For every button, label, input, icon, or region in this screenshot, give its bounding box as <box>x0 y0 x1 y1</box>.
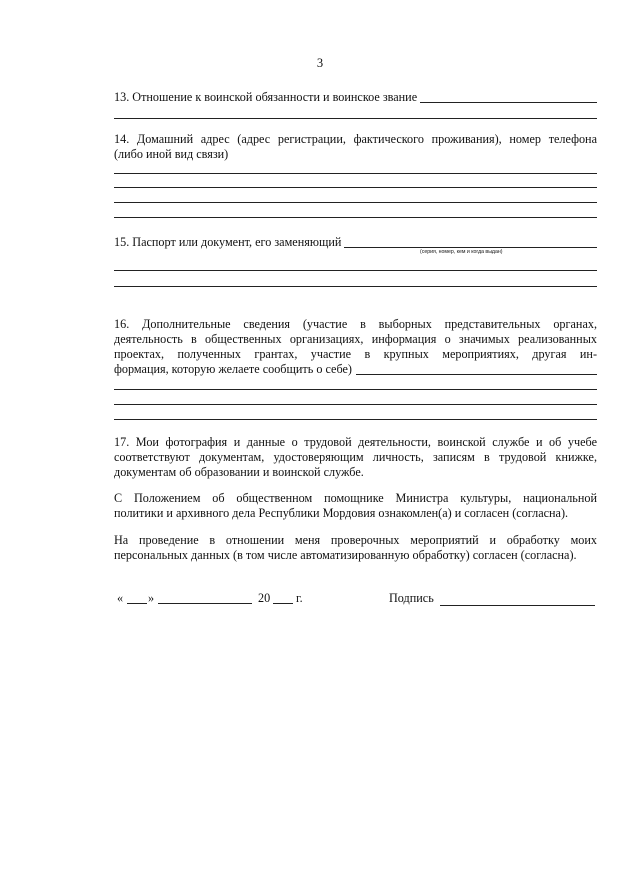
date-year-field[interactable] <box>273 603 293 604</box>
home-address-label-line-2: (либо иной вид связи) <box>114 147 229 161</box>
home-address-field-line-3[interactable] <box>114 202 597 203</box>
page-number: 3 <box>316 56 324 70</box>
item17-line-1: 17. Мои фотография и данные о трудовой деятельности, воинской службе и об учебе <box>114 435 597 449</box>
passport-field-line-3[interactable] <box>114 286 597 287</box>
additional-info-label-line-1: 16. Дополнительные сведения (участие в выборных представительных органах, <box>114 317 597 331</box>
date-quote-open: « <box>117 591 124 605</box>
additional-info-label-line-2: деятельность в общественных организациях, информация о значимых реализованных <box>114 332 597 346</box>
acknowledgement-line-1: С Положением об общественном помощнике Министра культуры, национальной <box>114 491 597 505</box>
consent-line-1: На проведение в отношении меня проверочных мероприятий и обработку моих <box>114 533 597 547</box>
additional-info-field-line-2[interactable] <box>114 389 597 390</box>
additional-info-field[interactable] <box>356 374 597 375</box>
date-quote-close: » <box>148 591 155 605</box>
passport-field[interactable] <box>344 247 597 248</box>
date-day-field[interactable] <box>127 603 147 604</box>
acknowledgement-line-2: политики и архивного дела Республики Мордовия ознакомлен(а) и согласен (согласна). <box>114 506 569 520</box>
consent-line-2: персональных данных (в том числе автоматизированную обработку) согласен (согласна). <box>114 548 577 562</box>
home-address-field-line-2[interactable] <box>114 187 597 188</box>
signature-field[interactable] <box>440 605 595 606</box>
military-status-label: 13. Отношение к воинской обязанности и воинское звание <box>114 90 418 104</box>
passport-label: 15. Паспорт или документ, его заменяющий <box>114 235 342 249</box>
additional-info-label-line-3: проектах, полученных грантах, участие в крупных мероприятиях, другая ин- <box>114 347 597 361</box>
home-address-label-line-1: 14. Домашний адрес (адрес регистрации, фактического проживания), номер телефона <box>114 132 597 146</box>
passport-field-caption: (серия, номер, кем и когда выдан) <box>420 249 503 255</box>
military-status-field[interactable] <box>420 102 597 103</box>
additional-info-field-line-3[interactable] <box>114 404 597 405</box>
date-year-suffix: г. <box>296 591 303 605</box>
home-address-field-line-4[interactable] <box>114 217 597 218</box>
date-year-prefix: 20 <box>258 591 271 605</box>
date-month-field[interactable] <box>158 603 252 604</box>
additional-info-label-line-4: формация, которую желаете сообщить о себе) <box>114 362 352 376</box>
passport-field-line-2[interactable] <box>114 270 597 271</box>
item17-line-2: соответствуют документам, удостоверяющим личность, записям в трудовой книжке, <box>114 450 597 464</box>
home-address-field-line-1[interactable] <box>114 173 597 174</box>
additional-info-field-line-4[interactable] <box>114 419 597 420</box>
item17-line-3: документам об образовании и воинской службе. <box>114 465 364 479</box>
signature-label: Подпись <box>389 591 434 605</box>
military-status-field-line-2[interactable] <box>114 118 597 119</box>
